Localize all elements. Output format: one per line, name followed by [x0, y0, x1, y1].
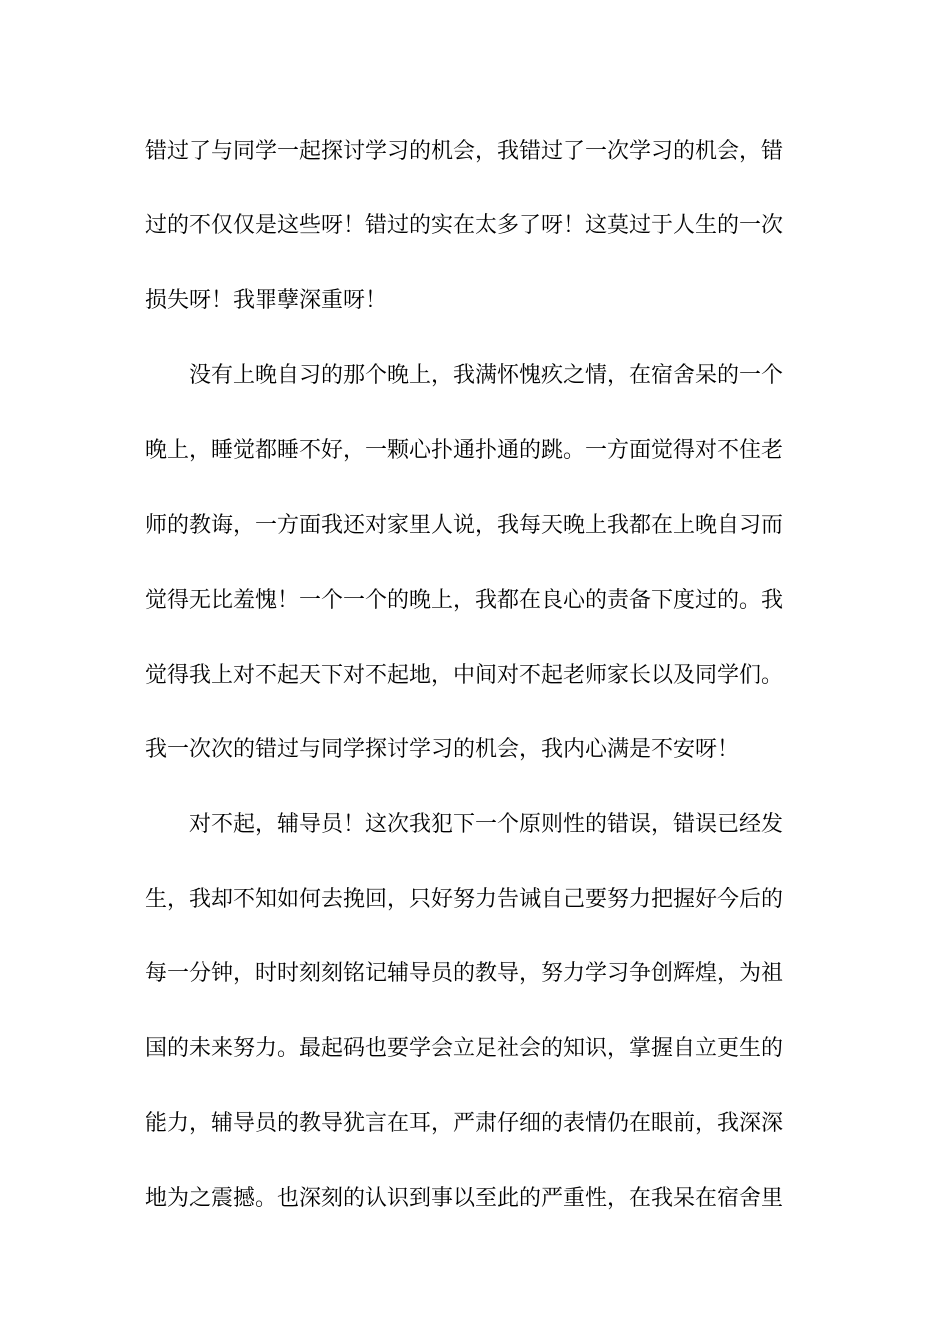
text-line: 地为之震撼。也深刻的认识到事以至此的严重性，在我呆在宿舍里 [145, 1186, 784, 1211]
text-line: 晚上，睡觉都睡不好，一颗心扑通扑通的跳。一方面觉得对不住老 [145, 438, 784, 463]
text-line: 能力，辅导员的教导犹言在耳，严肃仔细的表情仍在眼前，我深深 [145, 1111, 784, 1136]
text-line: 觉得我上对不起天下对不起地，中间对不起老师家长以及同学们。 [145, 663, 784, 688]
text-line: 国的未来努力。最起码也要学会立足社会的知识，掌握自立更生的 [145, 1036, 784, 1061]
text-line: 损失呀！我罪孽深重呀！ [145, 288, 388, 313]
text-line: 师的教诲，一方面我还对家里人说，我每天晚上我都在上晚自习而 [145, 513, 784, 538]
paragraph-first-line: 对不起，辅导员！这次我犯下一个原则性的错误，错误已经发 [189, 812, 784, 837]
text-line: 生，我却不知如何去挽回，只好努力告诫自己要努力把握好今后的 [145, 887, 784, 912]
paragraph-first-line: 没有上晚自习的那个晚上，我满怀愧疚之情，在宿舍呆的一个 [189, 363, 784, 388]
text-line: 错过了与同学一起探讨学习的机会，我错过了一次学习的机会，错 [145, 139, 784, 164]
text-line: 每一分钟，时时刻刻铭记辅导员的教导，努力学习争创辉煌，为祖 [145, 961, 784, 986]
text-line: 觉得无比羞愧！一个一个的晚上，我都在良心的责备下度过的。我 [145, 588, 784, 613]
text-line: 我一次次的错过与同学探讨学习的机会，我内心满是不安呀！ [145, 737, 740, 762]
text-line: 过的不仅仅是这些呀！错过的实在太多了呀！这莫过于人生的一次 [145, 213, 784, 238]
